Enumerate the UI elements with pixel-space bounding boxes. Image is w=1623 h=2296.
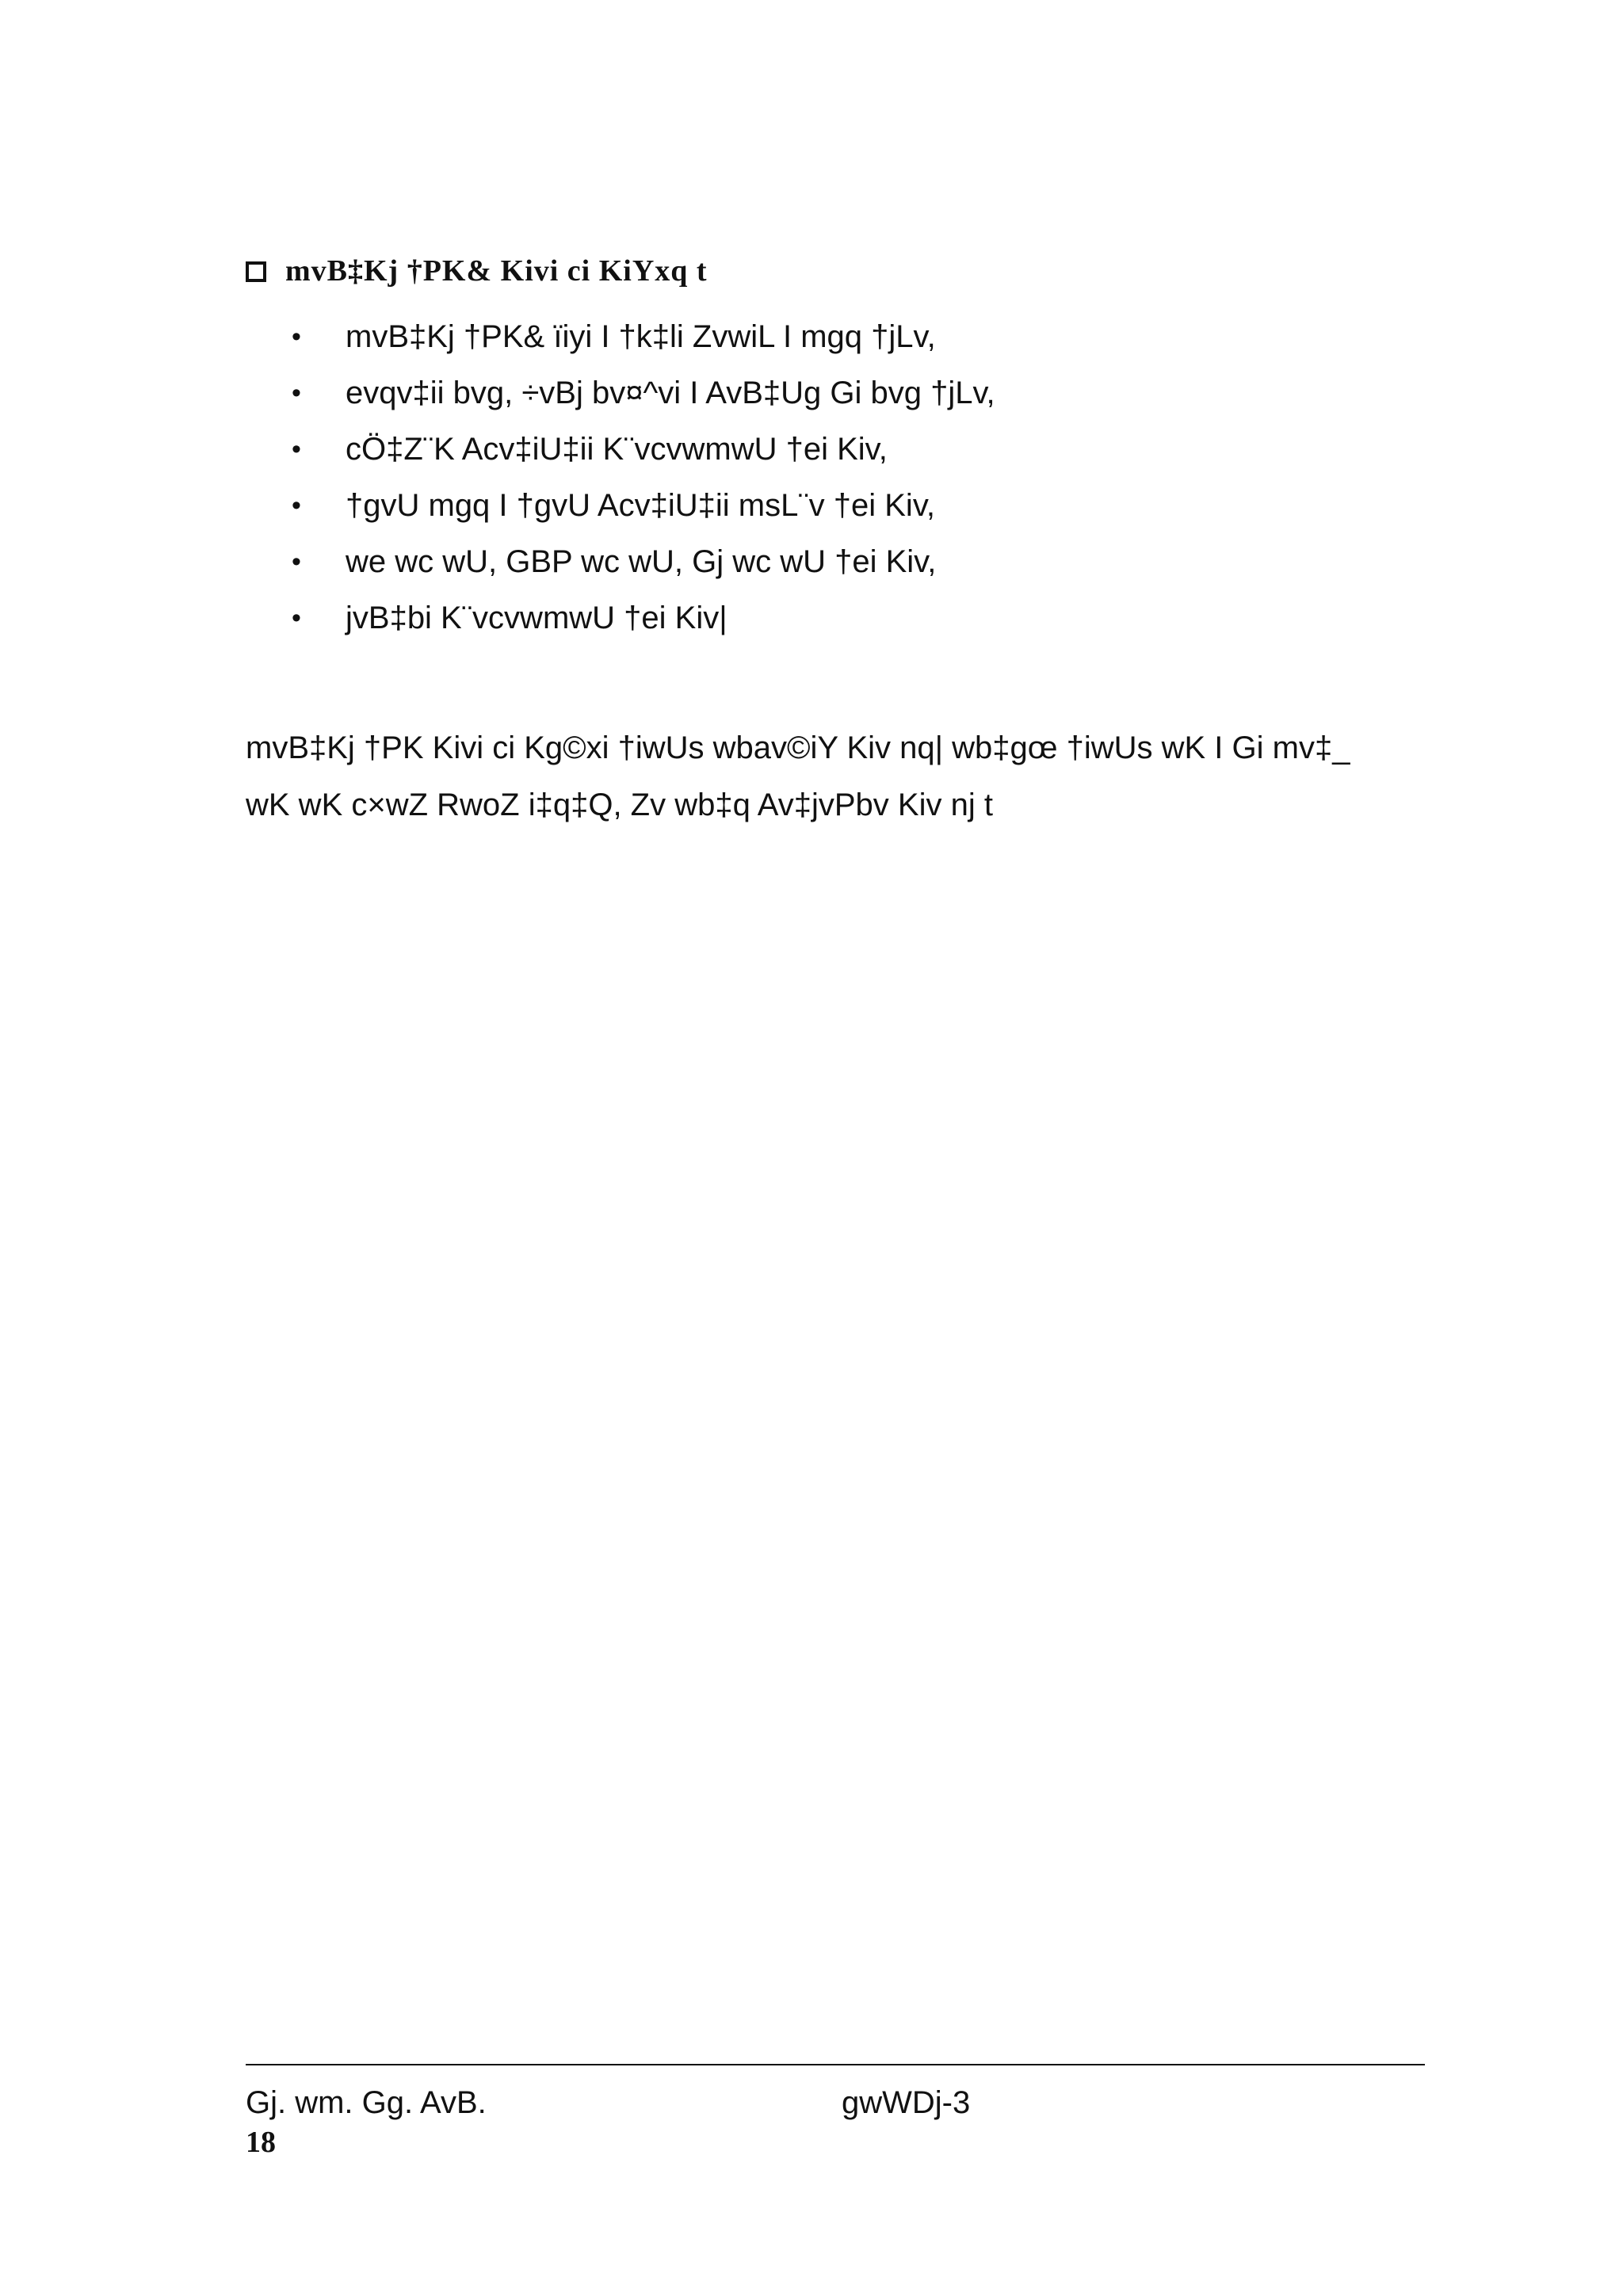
bullet-dot-icon: • <box>292 434 301 464</box>
bullet-dot-icon: • <box>292 378 301 408</box>
bullet-dot-icon: • <box>292 603 301 633</box>
body-paragraph: mvB‡Kj †PK Kivi ci Kg©xi †iwUs wbav©iY Kiv nq| wb‡gœ †iwUs wK I Gi mv‡_ wK wK c×wZ RwoZ i‡q‡Q, Zv wb‡q Av‡jvPbv Kiv nj t <box>246 730 1350 822</box>
list-item-text: †gvU mgq I †gvU Acv‡iU‡ii msL¨v †ei Kiv, <box>346 488 935 523</box>
page-number: 18 <box>246 2126 276 2159</box>
footer-left-text: Gj. wm. Gg. AvB. <box>246 2085 487 2120</box>
list-item-text: jvB‡bi K¨vcvwmwU †ei Kiv| <box>346 601 727 635</box>
section-heading <box>246 254 708 288</box>
footer-module-label: gwWDj-3 <box>842 2085 971 2120</box>
list-item-text: mvB‡Kj †PK& ïiyi I †k‡li ZvwiL I mgq †jLv, <box>346 319 936 354</box>
checkbox-bullet-icon <box>246 261 266 282</box>
list-item-text: cÖ‡Z¨K Acv‡iU‡ii K¨vcvwmwU †ei Kiv, <box>346 432 888 467</box>
list-item-text: we wc wU, GBP wc wU, Gj wc wU †ei Kiv, <box>346 544 937 579</box>
list-item-text: evqv‡ii bvg, ÷vBj bv¤^vi I AvB‡Ug Gi bvg †jLv, <box>346 376 995 410</box>
section-heading-text: mvB‡Kj †PK& Kivi ci KiYxq t <box>285 254 708 288</box>
bullet-dot-icon: • <box>292 547 301 577</box>
bullet-dot-icon: • <box>292 322 301 352</box>
bullet-dot-icon: • <box>292 490 301 521</box>
footer-divider <box>246 2064 1425 2065</box>
